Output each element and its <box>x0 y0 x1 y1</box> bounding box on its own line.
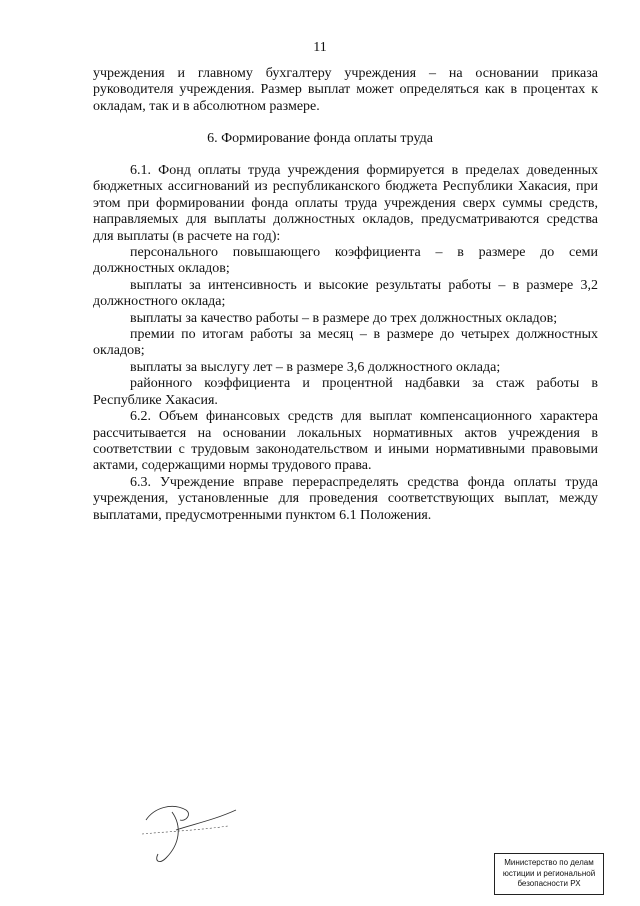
list-item-personal-coefficient: персонального повышающего коэффициента – в размере до семи должностных окладов; <box>93 245 598 277</box>
paragraph-6-3: 6.3. Учреждение вправе перераспределять средства фонда оплаты труда учреждения, установленные для проведения соответствующих выплат, между выплатами, предусмотренными пунктом 6.1 Положения. <box>93 474 598 523</box>
paragraph-6-1: 6.1. Фонд оплаты труда учреждения формируется в пределах доведенных бюджетных ассигнований из республиканского бюджета Республики Хакасия, при этом при формировании фонда оплаты труда учреждения сверх суммы средств, направляемых для выплаты должностных окладов, предусматриваются средства для выплаты (в расчете на год): <box>93 163 598 244</box>
page-number: 11 <box>313 40 327 55</box>
intro-paragraph: учреждения и главному бухгалтеру учреждения – на основании приказа руководителя учреждения. Размер выплат может определяться как в процентах к окладам, так и в абсолютном размере. <box>93 66 598 114</box>
paragraph-6-2: 6.2. Объем финансовых средств для выплат компенсационного характера рассчитывается на основании локальных нормативных актов учреждения в соответствии с трудовым законодательством и иными нормативными правовыми актами, содержащими нормы трудового права. <box>93 409 598 474</box>
section-heading: 6. Формирование фонда оплаты труда <box>207 131 433 146</box>
handwritten-signature <box>132 790 252 870</box>
list-item-intensity-payments: выплаты за интенсивность и высокие результаты работы – в размере 3,2 должностного оклада; <box>93 277 598 310</box>
stamp-line-3: безопасности РХ <box>517 879 581 888</box>
list-item-regional-coefficient: районного коэффициента и процентной надбавки за стаж работы в Республике Хакасия. <box>93 376 598 408</box>
section-body <box>93 163 598 524</box>
list-item-seniority-payments: выплаты за выслугу лет – в размере 3,6 должностного оклада; <box>130 359 501 375</box>
intro-text-block <box>93 66 598 115</box>
stamp-line-2: юстиции и региональной <box>502 868 596 878</box>
stamp-line-1: Министерство по делам <box>504 858 594 867</box>
list-item-quality-payments: выплаты за качество работы – в размере до трех должностных окладов; <box>130 310 558 326</box>
registration-stamp <box>494 853 604 895</box>
list-item-monthly-bonus: премии по итогам работы за месяц – в размере до четырех должностных окладов; <box>93 327 598 359</box>
